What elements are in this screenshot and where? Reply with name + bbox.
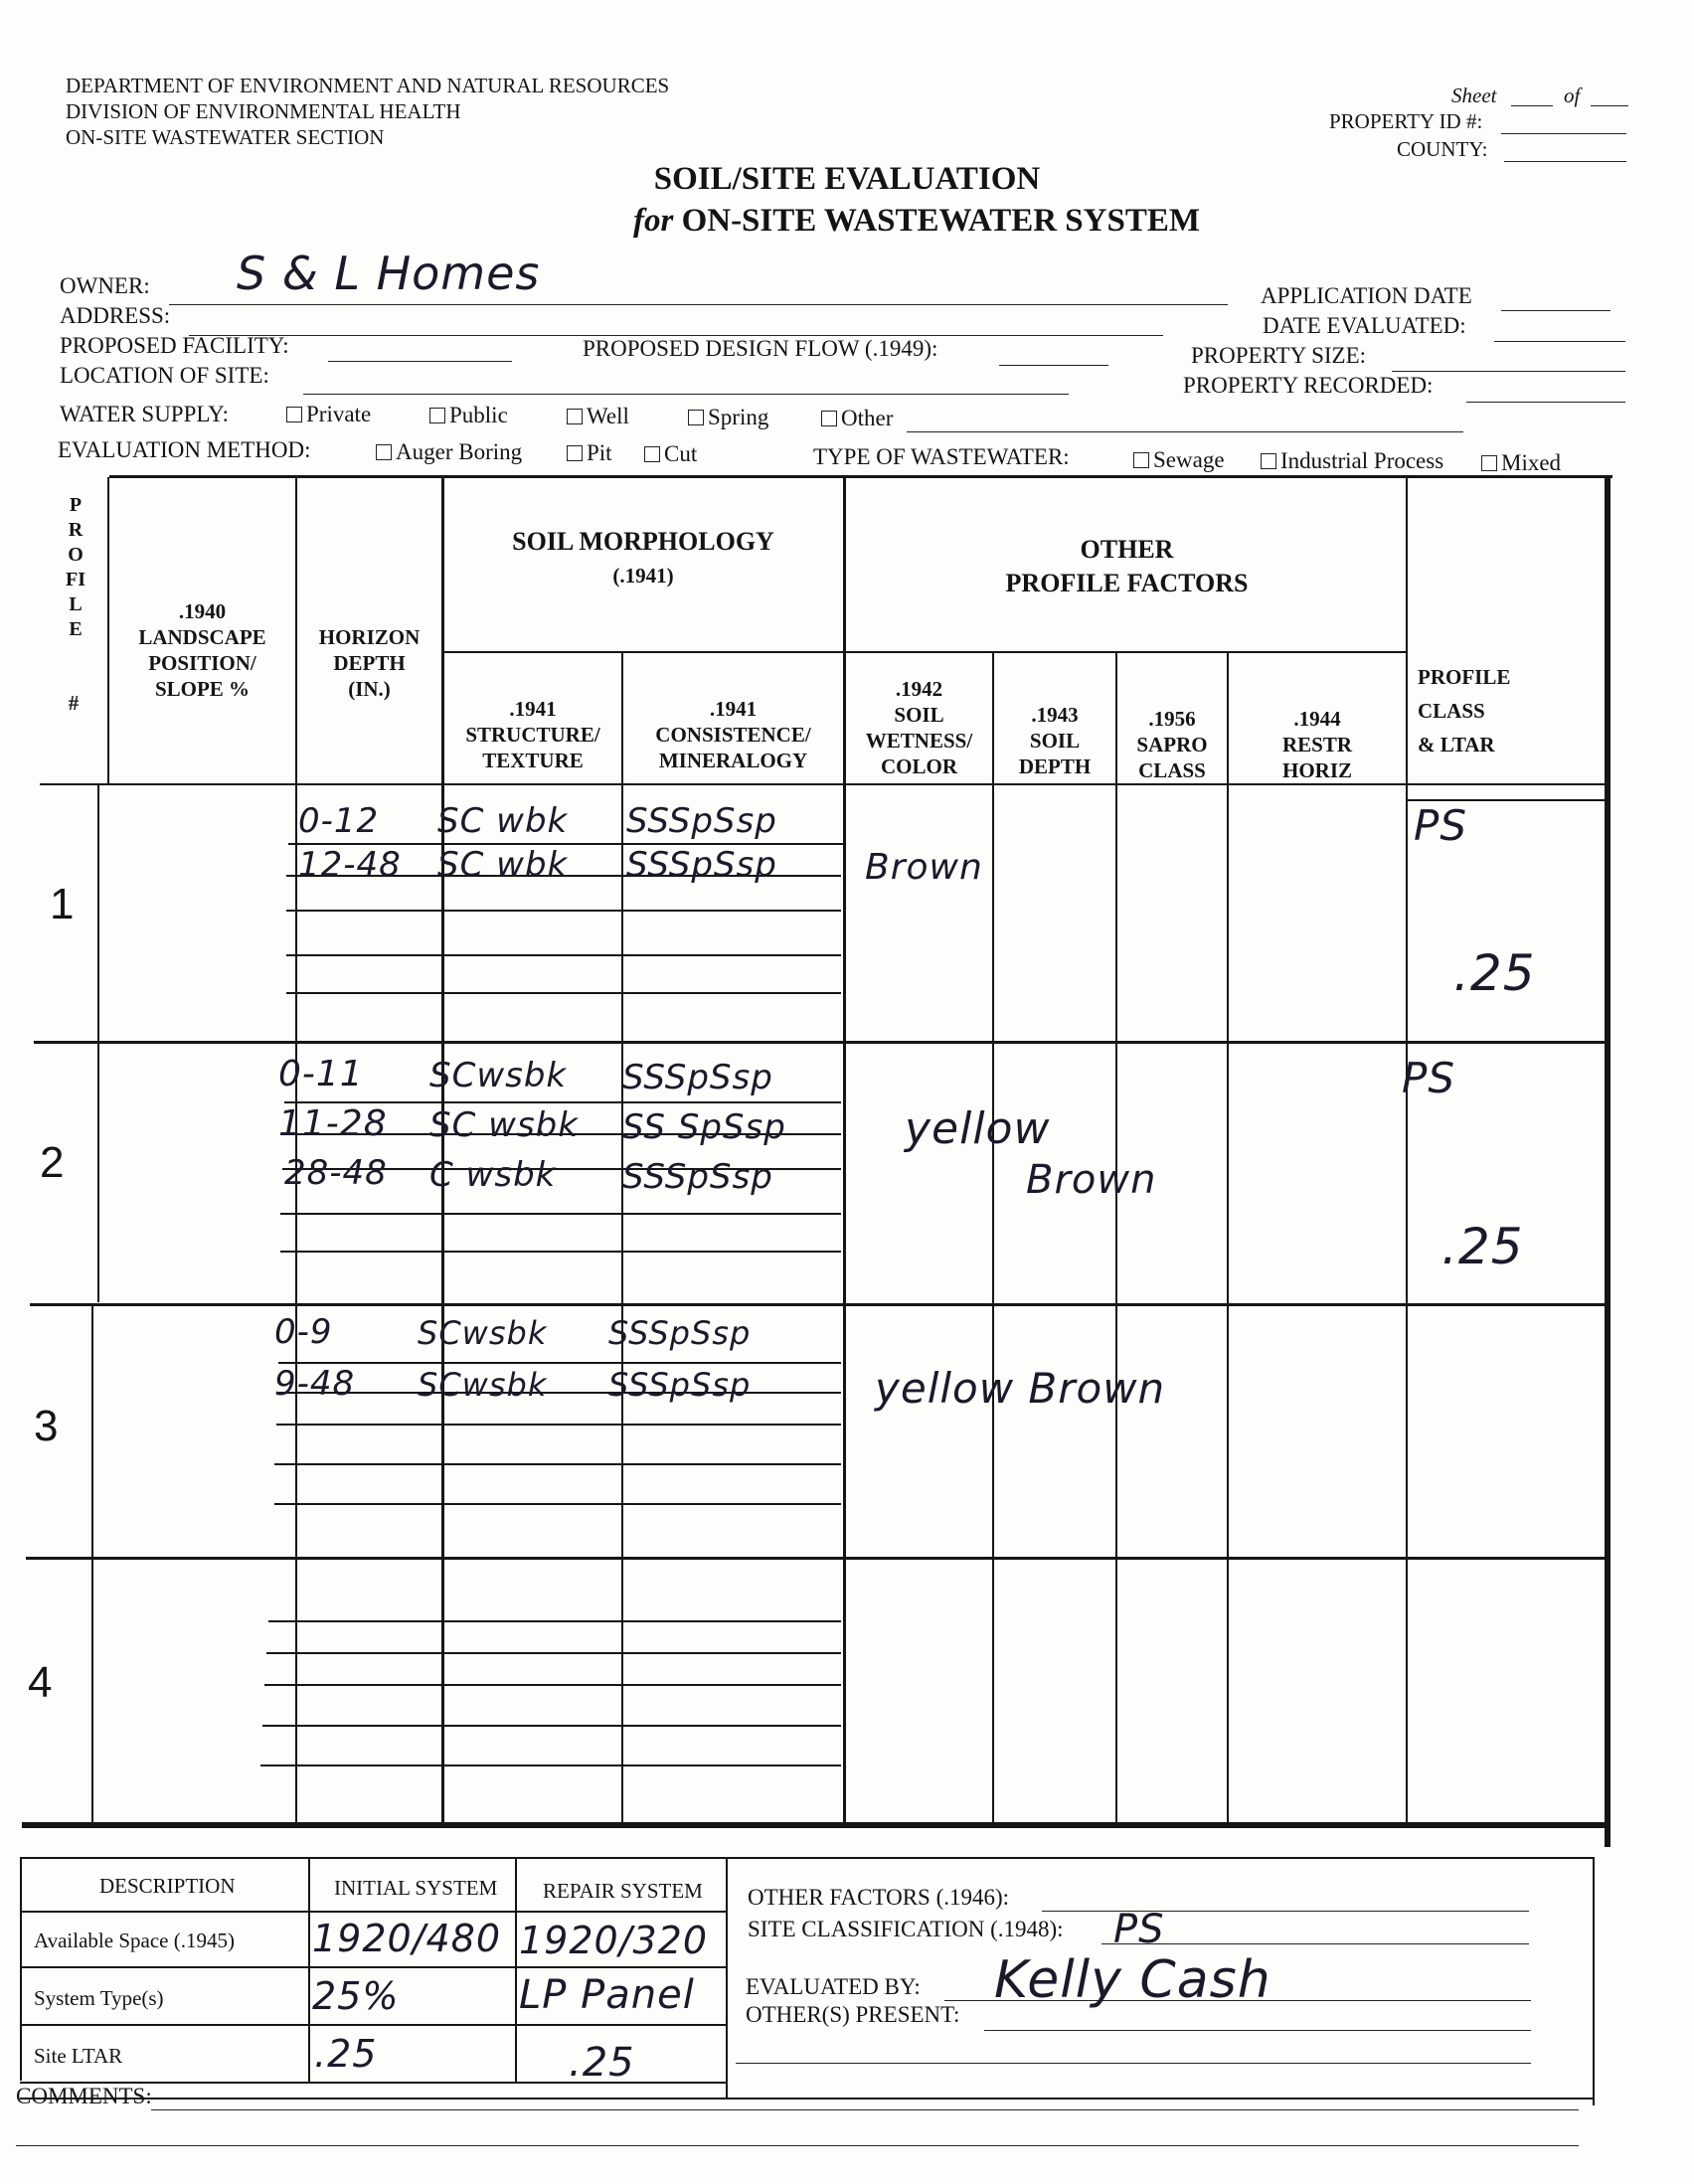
property-id-label: PROPERTY ID #:	[1329, 109, 1483, 133]
header-wetness: WETNESS/	[865, 729, 973, 753]
p1-wetness-color[interactable]: Brown	[865, 847, 983, 888]
checkbox-pit[interactable]	[567, 445, 583, 461]
method-auger-option[interactable]: Auger Boring	[376, 439, 522, 465]
checkbox-auger[interactable]	[376, 444, 392, 460]
header-consistence: CONSISTENCE/	[655, 723, 811, 747]
available-space-label: Available Space (.1945)	[34, 1929, 235, 1952]
wastewater-sewage-option[interactable]: Sewage	[1133, 447, 1225, 473]
owner-value[interactable]: S & L Homes	[237, 247, 541, 300]
header-profile-class: PROFILE	[1418, 665, 1511, 689]
property-recorded-label: PROPERTY RECORDED:	[1183, 373, 1434, 398]
header-soil-depth-2: DEPTH	[1018, 755, 1092, 778]
summary-repair-header: REPAIR SYSTEM	[543, 1879, 703, 1903]
water-other-option[interactable]: Other	[821, 406, 893, 431]
p2-h2-depth[interactable]: 11-28	[278, 1103, 388, 1144]
header-mineralogy: MINERALOGY	[658, 749, 808, 772]
other-factors-label: OTHER FACTORS (.1946):	[748, 1885, 1010, 1910]
checkbox-industrial[interactable]	[1261, 453, 1276, 469]
wastewater-mixed-option[interactable]: Mixed	[1481, 450, 1561, 476]
p2-h3-depth[interactable]: 28-48	[284, 1153, 388, 1193]
available-space-initial[interactable]: 1920/480	[312, 1917, 502, 1960]
p2-class[interactable]: PS	[1402, 1054, 1455, 1102]
site-classification-label: SITE CLASSIFICATION (.1948):	[748, 1917, 1064, 1941]
comments-line-2	[16, 2145, 1579, 2146]
p3-h2-structure[interactable]: SCwsbk	[418, 1366, 548, 1404]
date-evaluated-label: DATE EVALUATED:	[1263, 313, 1466, 338]
checkbox-other[interactable]	[821, 411, 837, 426]
evaluated-by-signature[interactable]: Kelly Cash	[994, 1950, 1271, 2010]
header-soil-morphology-code: (.1941)	[612, 564, 674, 588]
location-label: LOCATION OF SITE:	[60, 363, 269, 388]
p1-ltar[interactable]: .25	[1453, 944, 1536, 1002]
header-structure-code: .1941	[509, 697, 557, 721]
p2-h1-consistence[interactable]: SSSpSsp	[622, 1058, 773, 1097]
header-sapro-code: .1956	[1148, 707, 1196, 731]
water-other-field[interactable]	[907, 431, 1463, 432]
extra-line-1	[736, 2063, 1531, 2064]
header-wetness-code: .1942	[895, 677, 943, 701]
method-cut-option[interactable]: Cut	[644, 441, 697, 467]
sheet-field[interactable]	[1511, 105, 1553, 106]
header-landscape-3: SLOPE %	[154, 677, 251, 701]
p2-h3-structure[interactable]: C wsbk	[429, 1155, 557, 1195]
header-structure: STRUCTURE/	[465, 723, 600, 747]
header-horizon-3: (IN.)	[348, 677, 391, 701]
owner-line	[169, 304, 1228, 305]
checkbox-well[interactable]	[567, 409, 583, 424]
p1-h1-depth[interactable]: 0-12	[298, 801, 380, 841]
p2-h2-structure[interactable]: SC wsbk	[429, 1105, 579, 1145]
profile-number-2: 2	[40, 1138, 65, 1187]
header-profile: PROFILE	[66, 494, 85, 640]
p2-h1-depth[interactable]: 0-11	[278, 1054, 364, 1094]
comments-label: COMMENTS:	[16, 2084, 152, 2108]
site-ltar-label: Site LTAR	[34, 2044, 123, 2068]
p2-ltar[interactable]: .25	[1441, 1218, 1524, 1275]
checkbox-cut[interactable]	[644, 446, 660, 462]
subtitle-for: for	[632, 203, 674, 239]
wastewater-industrial-option[interactable]: Industrial Process	[1261, 448, 1443, 474]
others-present-field[interactable]	[984, 2030, 1531, 2031]
header-sapro: SAPRO	[1136, 733, 1208, 756]
header-texture: TEXTURE	[482, 749, 584, 772]
form-subtitle	[70, 203, 1694, 240]
system-type-initial[interactable]: 25%	[312, 1974, 400, 2018]
application-date-label: APPLICATION DATE	[1261, 283, 1472, 308]
profile-number-3: 3	[34, 1402, 59, 1450]
owner-label: OWNER:	[60, 273, 150, 298]
system-type-repair[interactable]: LP Panel	[519, 1972, 695, 2018]
wastewater-type-label: TYPE OF WASTEWATER:	[813, 444, 1070, 469]
design-flow-label: PROPOSED DESIGN FLOW (.1949):	[583, 336, 938, 361]
header-ltar: & LTAR	[1418, 733, 1495, 756]
proposed-facility-label: PROPOSED FACILITY:	[60, 333, 289, 358]
proposed-facility-field[interactable]	[328, 361, 512, 362]
header-soil-depth: SOIL	[1029, 729, 1081, 753]
header-sapro-class: CLASS	[1138, 758, 1206, 782]
header-soil-morphology: SOIL MORPHOLOGY	[512, 527, 774, 556]
of-field[interactable]	[1591, 105, 1628, 106]
location-field[interactable]	[303, 394, 1069, 395]
profile-number-1: 1	[50, 880, 75, 928]
application-date-field[interactable]	[1501, 310, 1610, 311]
summary-description-header: DESCRIPTION	[99, 1874, 236, 1898]
p2-h1-structure[interactable]: SCwsbk	[429, 1056, 568, 1095]
division-name: DIVISION OF ENVIRONMENTAL HEALTH	[66, 99, 461, 123]
others-present-label: OTHER(S) PRESENT:	[746, 2002, 960, 2027]
checkbox-mixed[interactable]	[1481, 455, 1497, 471]
water-supply-label: WATER SUPPLY:	[60, 402, 230, 426]
property-id-field[interactable]	[1501, 133, 1626, 134]
property-size-field[interactable]	[1392, 371, 1625, 372]
water-private-option[interactable]: Private	[286, 402, 371, 427]
p1-h2-structure[interactable]: SC wbk	[437, 845, 569, 885]
header-color: COLOR	[880, 755, 957, 778]
evaluated-by-label: EVALUATED BY:	[746, 1974, 921, 1999]
department-name: DEPARTMENT OF ENVIRONMENT AND NATURAL RESOURCES	[66, 74, 670, 97]
header-horizon: HORIZON	[318, 625, 421, 649]
header-landscape: LANDSCAPE	[138, 625, 266, 649]
water-spring-option[interactable]: Spring	[688, 405, 768, 430]
header-restr-code: .1944	[1293, 707, 1341, 731]
of-label: of	[1564, 84, 1581, 107]
sheet-label: Sheet	[1451, 84, 1497, 107]
p3-wetness-color[interactable]: yellow Brown	[875, 1364, 1166, 1413]
header-restr: RESTR	[1281, 733, 1353, 756]
comments-field[interactable]	[151, 2109, 1579, 2110]
p2-wetness-color-2[interactable]: Brown	[1026, 1157, 1157, 1203]
address-label: ADDRESS:	[60, 303, 171, 328]
form-title: SOIL/SITE EVALUATION	[653, 161, 1041, 197]
p2-h2-consistence[interactable]: SS SpSsp	[622, 1107, 786, 1147]
header-profile-hash: #	[68, 691, 80, 715]
header-landscape-code: .1940	[178, 599, 227, 623]
water-public-option[interactable]: Public	[429, 403, 508, 428]
site-classification-line	[1101, 1943, 1529, 1944]
design-flow-field[interactable]	[999, 365, 1108, 366]
p3-h1-depth[interactable]: 0-9	[274, 1312, 333, 1352]
p2-wetness-color[interactable]: yellow	[905, 1103, 1051, 1154]
profile-number-4: 4	[28, 1658, 53, 1707]
method-pit-option[interactable]: Pit	[567, 440, 612, 466]
site-classification-value[interactable]: PS	[1113, 1907, 1165, 1952]
evaluation-method-label: EVALUATION METHOD:	[58, 437, 311, 462]
date-evaluated-field[interactable]	[1494, 341, 1625, 342]
section-name: ON-SITE WASTEWATER SECTION	[66, 125, 385, 149]
p3-h2-depth[interactable]: 9-48	[274, 1364, 356, 1404]
property-recorded-field[interactable]	[1466, 402, 1625, 403]
header-horizon-2: DEPTH	[333, 651, 406, 675]
system-type-label: System Type(s)	[34, 1986, 164, 2010]
header-depth-code: .1943	[1031, 703, 1079, 727]
header-restr-horiz: HORIZ	[1281, 758, 1352, 782]
summary-initial-header: INITIAL SYSTEM	[334, 1876, 498, 1900]
p1-h1-structure[interactable]: SC wbk	[437, 801, 569, 841]
checkbox-public[interactable]	[429, 408, 445, 423]
header-other: OTHER	[1080, 535, 1174, 564]
header-wetness-soil: SOIL	[894, 703, 944, 727]
header-other-profile-factors: PROFILE FACTORS	[1005, 569, 1249, 597]
header-landscape-2: POSITION/	[148, 651, 256, 675]
p1-class[interactable]: PS	[1414, 801, 1467, 850]
p3-h1-consistence[interactable]: SSSpSsp	[608, 1314, 752, 1352]
p2-h3-consistence[interactable]: SSSpSsp	[622, 1157, 773, 1197]
p1-h2-depth[interactable]: 12-48	[298, 845, 402, 885]
p3-h1-structure[interactable]: SCwsbk	[418, 1314, 548, 1352]
header-consistence-code: .1941	[709, 697, 758, 721]
water-well-option[interactable]: Well	[567, 404, 629, 429]
p3-h2-consistence[interactable]: SSSpSsp	[608, 1366, 752, 1404]
county-label: COUNTY:	[1397, 137, 1488, 161]
subtitle-rest: ON-SITE WASTEWATER SYSTEM	[681, 203, 1201, 239]
site-ltar-initial[interactable]: .25	[314, 2032, 378, 2076]
property-size-label: PROPERTY SIZE:	[1191, 343, 1367, 368]
available-space-repair[interactable]: 1920/320	[519, 1919, 709, 1962]
p1-h1-consistence[interactable]: SSSpSsp	[626, 801, 777, 841]
p1-h2-consistence[interactable]: SSSpSsp	[626, 845, 777, 885]
checkbox-sewage[interactable]	[1133, 452, 1149, 468]
checkbox-spring[interactable]	[688, 410, 704, 425]
site-ltar-repair[interactable]: .25	[569, 2040, 635, 2086]
checkbox-private[interactable]	[286, 407, 302, 422]
header-class: CLASS	[1418, 699, 1485, 723]
